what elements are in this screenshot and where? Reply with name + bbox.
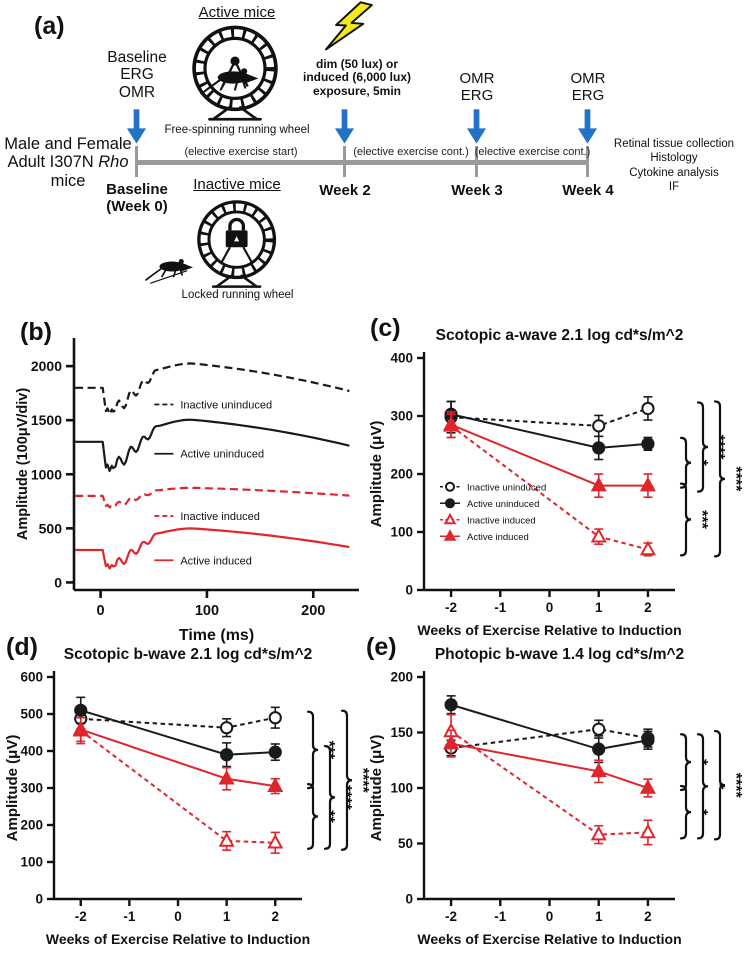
svg-text:Amplitude (100μV/div): Amplitude (100μV/div) — [15, 387, 31, 541]
series-active-uninduced — [75, 697, 281, 766]
svg-text:Inactive uninduced: Inactive uninduced — [180, 399, 273, 412]
down-arrow-icon — [577, 109, 598, 144]
svg-text:100: 100 — [390, 780, 413, 796]
svg-text:100: 100 — [390, 524, 413, 540]
active-mice-title: Active mice — [198, 4, 276, 21]
svg-text:400: 400 — [390, 350, 413, 366]
significance-bracket — [308, 784, 318, 849]
svg-text:****: **** — [727, 466, 744, 492]
svg-text:1: 1 — [222, 909, 231, 924]
down-arrow-icon — [334, 109, 355, 144]
svg-text:50: 50 — [397, 836, 413, 851]
svg-text:150: 150 — [390, 725, 413, 740]
segment-label-2: (elective exercise cont.) — [353, 146, 469, 158]
svg-text:Active induced: Active induced — [467, 531, 529, 543]
callout-baseline: Baseline ERG OMR — [107, 49, 167, 101]
photopic-b-wave-chart — [368, 633, 747, 951]
svg-text:100: 100 — [194, 603, 220, 619]
trace-active-uninduced — [75, 420, 349, 471]
series-inactive-uninduced — [75, 707, 281, 736]
svg-text:Active uninduced: Active uninduced — [180, 448, 265, 461]
svg-text:0: 0 — [545, 600, 554, 615]
svg-text:***: *** — [693, 510, 710, 529]
svg-text:Weeks of Exercise Relative to: Weeks of Exercise Relative to Induction — [417, 931, 682, 947]
lightning-bolt-icon — [322, 0, 382, 58]
callout-week3: OMR ERG — [459, 70, 495, 104]
significance-bracket — [308, 712, 318, 788]
inactive-mice-title: Inactive mice — [193, 176, 281, 193]
svg-text:-2: -2 — [445, 600, 458, 615]
svg-text:500: 500 — [38, 520, 62, 537]
svg-text:Scotopic a-wave 2.1 log cd*s/m: Scotopic a-wave 2.1 log cd*s/m^2 — [435, 327, 684, 344]
legend — [440, 482, 546, 543]
svg-text:300: 300 — [390, 408, 413, 424]
svg-text:0: 0 — [405, 582, 413, 598]
inactive-mice-caption: Locked running wheel — [181, 289, 294, 301]
svg-text:2: 2 — [644, 600, 652, 615]
svg-text:Inactive uninduced: Inactive uninduced — [467, 482, 547, 494]
panel-d-label: (d) — [6, 633, 38, 661]
svg-text:Inactive induced: Inactive induced — [180, 510, 260, 523]
panel-a-label: (a) — [34, 12, 65, 40]
scotopic-b-wave-chart — [4, 633, 376, 951]
svg-text:-2: -2 — [74, 909, 87, 924]
erg-waveform-chart — [12, 320, 367, 648]
svg-text:**: ** — [320, 810, 337, 823]
tick-label-week4: Week 4 — [562, 182, 614, 199]
series-active-induced — [74, 718, 281, 794]
svg-text:*: * — [693, 759, 710, 766]
svg-text:200: 200 — [301, 603, 326, 619]
timeline-bar — [137, 160, 589, 165]
series-active-uninduced — [445, 402, 653, 460]
svg-text:2000: 2000 — [30, 358, 62, 375]
svg-text:-1: -1 — [123, 909, 136, 924]
svg-text:Time (ms): Time (ms) — [178, 627, 255, 644]
svg-text:*: * — [710, 783, 727, 790]
svg-text:1500: 1500 — [30, 412, 62, 429]
svg-text:0: 0 — [35, 891, 43, 907]
axes — [417, 352, 675, 597]
svg-text:0: 0 — [174, 909, 182, 924]
svg-text:*: * — [693, 459, 710, 466]
svg-text:0: 0 — [96, 603, 105, 619]
callout-week4: OMR ERG — [570, 70, 606, 104]
tick-label-week3: Week 3 — [451, 182, 503, 199]
svg-text:2: 2 — [644, 909, 652, 924]
svg-text:Photopic b-wave 1.4 log cd*s/m: Photopic b-wave 1.4 log cd*s/m^2 — [434, 646, 685, 663]
svg-text:2: 2 — [271, 909, 280, 924]
svg-text:1: 1 — [594, 600, 603, 615]
significance-bracket — [681, 484, 691, 556]
trace-inactive-uninduced — [75, 363, 349, 414]
timeline-tick-week0 — [135, 146, 138, 177]
callout-light-exposure: dim (50 lux) or induced (6,000 lux) exposure, 5min — [302, 57, 412, 98]
significance-bracket — [698, 734, 708, 838]
svg-text:Amplitude (μV): Amplitude (μV) — [4, 734, 21, 842]
panel-b-label: (b) — [20, 318, 52, 346]
trace-inactive-induced — [75, 488, 349, 523]
significance-bracket — [325, 746, 335, 849]
segment-label-1: (elective exercise start) — [184, 146, 298, 158]
tick-label-week0: Baseline (Week 0) — [106, 181, 168, 215]
significance-bracket — [715, 401, 725, 556]
svg-text:300: 300 — [20, 780, 43, 796]
svg-text:200: 200 — [390, 669, 413, 685]
svg-text:0: 0 — [54, 574, 62, 591]
series-inactive-uninduced — [445, 720, 653, 756]
svg-text:-1: -1 — [494, 909, 507, 924]
svg-text:****: **** — [337, 784, 354, 810]
gene-name: Rho — [98, 153, 129, 172]
svg-text:-1: -1 — [494, 600, 507, 615]
trace-active-induced — [75, 528, 349, 568]
svg-text:100: 100 — [20, 854, 43, 870]
significance-bracket — [698, 402, 708, 491]
svg-text:200: 200 — [390, 466, 413, 482]
series-active-uninduced — [445, 696, 653, 763]
scotopic-a-wave-chart — [368, 312, 747, 642]
panel-e-label: (e) — [366, 633, 397, 661]
endpoint-assays: Retinal tissue collection Histology Cytokine analysis IF — [613, 138, 735, 194]
significance-bracket — [681, 734, 691, 790]
svg-text:Inactive induced: Inactive induced — [467, 515, 536, 527]
svg-text:****: **** — [354, 767, 371, 793]
svg-text:600: 600 — [20, 669, 43, 685]
panel-c-label: (c) — [370, 314, 401, 342]
svg-text:*: * — [693, 809, 710, 816]
significance-bracket — [681, 438, 691, 488]
svg-text:Scotopic b-wave 2.1 log cd*s/m: Scotopic b-wave 2.1 log cd*s/m^2 — [63, 646, 313, 663]
svg-text:****: **** — [727, 772, 744, 798]
tick-label-week2: Week 2 — [319, 182, 371, 199]
svg-text:Active induced: Active induced — [180, 555, 252, 568]
series-active-induced — [445, 730, 654, 797]
svg-text:-2: -2 — [445, 909, 458, 924]
active-mice-caption: Free-spinning running wheel — [164, 124, 310, 136]
svg-text:Amplitude (μV): Amplitude (μV) — [368, 420, 385, 528]
subject-line3: mice — [50, 171, 86, 190]
svg-text:Weeks of Exercise Relative to: Weeks of Exercise Relative to Induction — [417, 622, 682, 638]
svg-text:1000: 1000 — [30, 466, 62, 483]
locked-wheel-icon — [144, 196, 284, 290]
series-inactive-uninduced — [445, 397, 653, 436]
subject-line2: Adult I307N Rho — [7, 153, 129, 172]
svg-text:200: 200 — [20, 817, 43, 833]
svg-text:400: 400 — [20, 743, 43, 759]
segment-label-3: (elective exercise cont.) — [474, 146, 591, 158]
subject-line1: Male and Female — [4, 135, 132, 153]
svg-text:Active uninduced: Active uninduced — [467, 498, 540, 510]
down-arrow-icon — [126, 109, 147, 144]
svg-text:Amplitude (μV): Amplitude (μV) — [368, 734, 385, 842]
significance-bracket — [342, 711, 352, 850]
svg-text:Weeks of Exercise Relative to: Weeks of Exercise Relative to Induction — [45, 931, 311, 947]
svg-text:0: 0 — [545, 909, 554, 924]
running-wheel-icon — [185, 21, 285, 123]
svg-text:***: *** — [320, 740, 337, 760]
significance-bracket — [681, 786, 691, 838]
svg-text:500: 500 — [20, 706, 43, 722]
svg-text:1: 1 — [594, 909, 603, 924]
svg-text:****: **** — [710, 434, 727, 460]
down-arrow-icon — [466, 109, 487, 144]
svg-text:0: 0 — [405, 891, 413, 907]
